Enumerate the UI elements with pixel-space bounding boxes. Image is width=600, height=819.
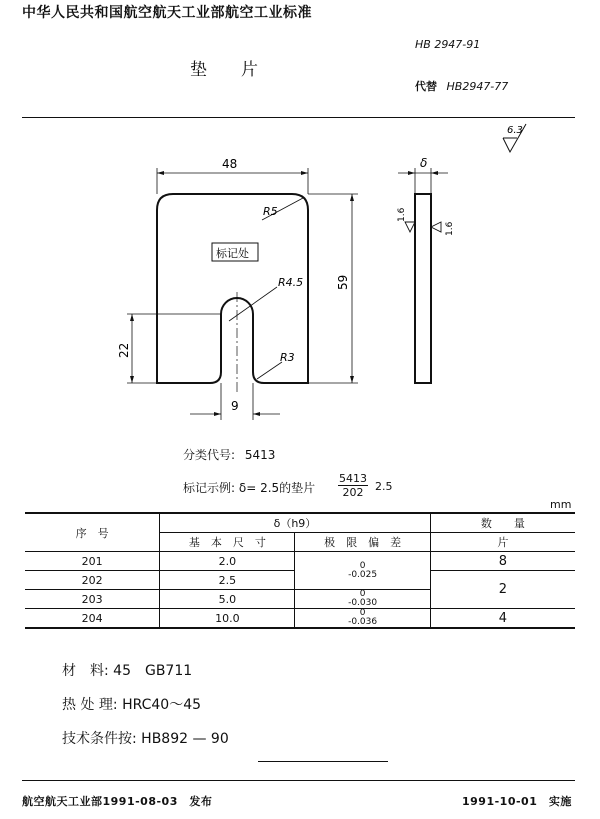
row-seq: 203 bbox=[81, 592, 103, 606]
dimension-width-value: 48 bbox=[222, 157, 238, 171]
dimension-table bbox=[25, 512, 575, 629]
dev-lower: -0.025 bbox=[348, 569, 378, 580]
dev-lower: -0.030 bbox=[348, 598, 378, 608]
row-qty: 2 bbox=[430, 571, 575, 609]
replaces-number: HB2947-77 bbox=[446, 80, 509, 93]
document-title: 垫 片 bbox=[190, 60, 258, 80]
header-qty-unit: 片 bbox=[430, 533, 575, 552]
replaces-label: 代替 bbox=[415, 80, 437, 93]
roughness-value: 6.3 bbox=[507, 125, 523, 136]
spec-technical: 技术条件按: HB892 — 90 bbox=[62, 731, 229, 747]
marking-fraction-numerator: 5413 bbox=[339, 472, 367, 485]
dimension-slot-width-value: 9 bbox=[231, 399, 239, 413]
dev-upper: 0 bbox=[359, 608, 366, 618]
radius-bottom-leader bbox=[257, 362, 282, 379]
dimension-slot-width bbox=[190, 383, 280, 420]
marking-example-label: 标记示例: bbox=[183, 481, 236, 495]
row-seq: 201 bbox=[81, 554, 103, 568]
row-seq: 204 bbox=[81, 611, 103, 625]
footer-implemented: 1991-10-01 实施 bbox=[462, 795, 572, 808]
spec-heat-treatment: 热 处 理: HRC40～45 bbox=[62, 697, 202, 713]
row-basic: 2.5 bbox=[160, 571, 295, 590]
header-basic: 基 本 尺 寸 bbox=[160, 533, 295, 552]
roughness-symbol bbox=[503, 124, 526, 152]
header-qty: 数 量 bbox=[430, 513, 575, 533]
spec-material: 材 料: 45 GB711 bbox=[62, 663, 193, 679]
row-qty: 4 bbox=[430, 609, 575, 629]
classification-code bbox=[183, 446, 275, 463]
side-roughness-left: 1.6 bbox=[397, 207, 407, 222]
dimension-slot-depth-value: 22 bbox=[117, 342, 131, 358]
header-deviation: 极 限 偏 差 bbox=[295, 533, 430, 552]
footer-rule bbox=[22, 780, 575, 781]
row-deviation bbox=[295, 609, 430, 629]
dev-upper: 0 bbox=[359, 589, 366, 599]
dimension-slot-depth bbox=[117, 314, 221, 383]
side-roughness-right: 1.6 bbox=[445, 221, 455, 236]
row-qty: 8 bbox=[430, 552, 575, 571]
dev-lower: -0.036 bbox=[348, 617, 378, 627]
header-seq: 序 号 bbox=[25, 513, 160, 552]
marking-example-text: δ= 2.5的垫片 bbox=[238, 481, 316, 495]
marking-fraction-denominator: 202 bbox=[342, 486, 364, 499]
row-basic: 10.0 bbox=[160, 609, 295, 629]
mark-area-label: 标记处 bbox=[216, 247, 249, 260]
row-deviation bbox=[295, 590, 430, 609]
footer-issued: 航空航天工业部1991-08-03 发布 bbox=[22, 795, 213, 808]
standard-number: HB 2947-91 bbox=[415, 38, 481, 51]
row-basic: 2.0 bbox=[160, 552, 295, 571]
row-seq: 202 bbox=[81, 573, 103, 587]
header-delta: δ（h9） bbox=[160, 513, 431, 533]
marking-fraction bbox=[338, 472, 368, 499]
classification-code-value: 5413 bbox=[244, 448, 276, 462]
standard-title: 中华人民共和国航空航天工业部航空工业标准 bbox=[22, 5, 312, 21]
table-row bbox=[25, 609, 575, 629]
unit-label: mm bbox=[550, 498, 572, 511]
dimension-height bbox=[308, 194, 358, 383]
row-deviation bbox=[295, 552, 430, 590]
marking-example bbox=[183, 479, 315, 496]
table-row bbox=[25, 552, 575, 571]
radius-slot-label: R4.5 bbox=[278, 276, 304, 289]
radius-bottom-label: R3 bbox=[280, 351, 295, 364]
marking-suffix: 2.5 bbox=[375, 480, 393, 493]
thickness-symbol: δ bbox=[420, 156, 428, 170]
classification-code-label: 分类代号: bbox=[183, 448, 236, 462]
end-rule bbox=[258, 761, 388, 762]
side-view bbox=[397, 156, 455, 383]
dimension-height-value: 59 bbox=[336, 274, 350, 290]
radius-top-label: R5 bbox=[263, 205, 278, 218]
row-basic: 5.0 bbox=[160, 590, 295, 609]
dev-upper: 0 bbox=[359, 560, 366, 571]
dimension-width bbox=[157, 157, 308, 194]
